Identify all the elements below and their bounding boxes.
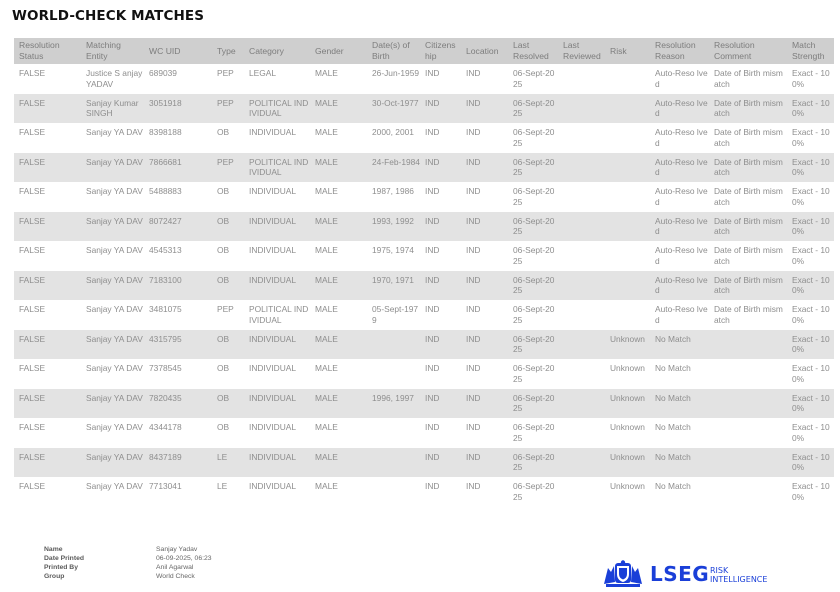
cell-citizenship: IND [425,186,440,196]
cell-resolution-comment [709,477,787,507]
cell-last-reviewed [558,271,605,301]
cell-category: INDIVIDUAL [244,448,310,478]
cell-last-resolved: 06-Sept-2025 [508,271,558,301]
cell-resolution-reason: No Match [650,389,709,419]
cell-resolution-status: FALSE [14,94,81,124]
cell-resolution-reason: No Match [655,422,691,432]
cell-gender: MALE [315,68,338,78]
cell-location: IND [466,422,481,432]
cell-citizenship: IND [420,153,461,183]
page-title: WORLD-CHECK MATCHES [12,8,205,24]
cell-resolution-comment [709,359,787,389]
table-row[interactable] [14,389,834,419]
cell-location: IND [466,68,481,78]
cell-gender: MALE [315,186,338,196]
cell-gender: MALE [310,448,367,478]
cell-matching-entity: Sanjay YA DAV [81,448,144,478]
cell-gender: MALE [310,94,367,124]
cell-resolution-comment [709,418,787,448]
cell-match-strength: Exact - 100% [792,422,830,443]
cell-gender: MALE [315,304,338,314]
cell-last-resolved: 06-Sept-2025 [513,422,555,443]
cell-gender: MALE [315,245,338,255]
cell-risk [605,94,650,124]
cell-last-reviewed [558,153,605,183]
cell-location: IND [466,363,481,373]
cell-risk: Unknown [610,422,645,432]
cell-resolution-status: FALSE [14,448,81,478]
cell-resolution-status: FALSE [14,271,81,301]
cell-citizenship: IND [420,389,461,419]
cell-category: INDIVIDUAL [249,363,297,373]
cell-wc-uid: 7183100 [144,271,212,301]
cell-resolution-comment [709,389,787,419]
table-row[interactable] [14,241,834,271]
cell-last-resolved: 06-Sept-2025 [508,212,558,242]
cell-resolution-reason: Auto-Reso lved [650,94,709,124]
cell-last-reviewed [558,182,605,212]
cell-wc-uid: 7713041 [149,481,182,491]
cell-match-strength: Exact - 100% [787,153,834,183]
cell-resolution-reason: No Match [655,481,691,491]
cell-type: OB [217,127,230,137]
cell-risk [605,212,650,242]
cell-wc-uid: 8437189 [144,448,212,478]
cell-last-resolved: 06-Sept-2025 [513,363,555,384]
cell-wc-uid: 5488883 [149,186,182,196]
cell-risk: Unknown [610,363,645,373]
cell-match-strength: Exact - 100% [787,330,834,360]
cell-citizenship: IND [425,422,440,432]
cell-last-resolved: 06-Sept-2025 [508,153,558,183]
col-header-resolution-reason[interactable]: Resolution Reason [650,38,709,64]
cell-matching-entity: Sanjay YA DAV [86,304,143,314]
cell-dob [367,330,420,360]
cell-last-reviewed [558,94,605,124]
table-header-row [14,38,834,64]
cell-location: IND [466,304,481,314]
cell-category: POLITICAL INDIVIDUAL [244,94,310,124]
cell-resolution-reason: Auto-Reso lved [650,153,709,183]
cell-gender: MALE [310,153,367,183]
cell-citizenship: IND [420,448,461,478]
cell-last-resolved: 06-Sept-2025 [513,127,555,148]
cell-wc-uid: 3051918 [144,94,212,124]
col-header-last-resolved[interactable]: Last Resolved [508,38,558,64]
table-row[interactable] [14,64,834,94]
cell-risk [605,300,650,330]
cell-risk [605,64,650,94]
cell-matching-entity: Sanjay YA DAV [81,389,144,419]
cell-match-strength: Exact - 100% [792,304,830,325]
cell-last-resolved: 06-Sept-2025 [513,245,555,266]
cell-dob: 1975, 1974 [372,245,414,255]
cell-resolution-status: FALSE [19,186,46,196]
cell-type: LE [212,448,244,478]
cell-last-reviewed [558,330,605,360]
cell-type: OB [217,422,230,432]
cell-resolution-comment: Date of Birth mismatch [714,304,783,325]
cell-resolution-comment: Date of Birth mismatch [714,186,783,207]
cell-category: INDIVIDUAL [249,127,297,137]
cell-match-strength: Exact - 100% [792,481,830,502]
cell-match-strength: Exact - 100% [787,94,834,124]
cell-category: POLITICAL INDIVIDUAL [249,304,309,325]
cell-location: IND [461,448,508,478]
date-printed-value: 06-09-2025, 06:23 [156,555,212,562]
cell-matching-entity: Sanjay Kumar SINGH [81,94,144,124]
table-row[interactable] [14,153,834,183]
cell-match-strength: Exact - 100% [792,363,830,384]
cell-last-resolved: 06-Sept-2025 [508,448,558,478]
cell-resolution-comment [709,448,787,478]
cell-matching-entity: Sanjay YA DAV [86,481,143,491]
cell-wc-uid: 7866681 [144,153,212,183]
cell-category: INDIVIDUAL [244,389,310,419]
cell-last-resolved: 06-Sept-2025 [508,330,558,360]
cell-dob: 1970, 1971 [367,271,420,301]
cell-risk [605,182,650,212]
cell-last-reviewed [558,418,605,448]
cell-type: PEP [217,304,234,314]
cell-location: IND [461,212,508,242]
cell-type: OB [212,330,244,360]
cell-citizenship: IND [425,304,440,314]
world-check-matches-table [14,38,834,507]
cell-match-strength: Exact - 100% [787,448,834,478]
cell-risk: Unknown [605,389,650,419]
cell-resolution-status: FALSE [14,330,81,360]
brand-subtitle-line1: RISK [710,566,729,575]
col-header-resolution-comment[interactable]: Resolution Comment [709,38,787,64]
cell-resolution-status: FALSE [19,304,46,314]
name-value: Sanjay Yadav [156,546,198,553]
cell-gender: MALE [315,481,338,491]
cell-wc-uid: 8072427 [144,212,212,242]
cell-resolution-comment: Date of Birth mismatch [709,94,787,124]
cell-match-strength: Exact - 100% [787,271,834,301]
cell-last-reviewed [558,448,605,478]
cell-type: OB [212,389,244,419]
cell-resolution-reason: Auto-Reso lved [655,245,708,266]
cell-dob [367,418,420,448]
cell-risk: Unknown [610,481,645,491]
cell-citizenship: IND [420,271,461,301]
cell-category: INDIVIDUAL [249,245,297,255]
cell-match-strength: Exact - 100% [787,212,834,242]
cell-dob: 05-Sept-1979 [372,304,419,325]
col-header-last-reviewed[interactable]: Last Reviewed [558,38,605,64]
col-header-matching-entity[interactable]: Matching Entity [81,38,144,64]
cell-matching-entity: Sanjay YA DAV [86,186,143,196]
cell-type: PEP [212,153,244,183]
cell-last-resolved: 06-Sept-2025 [508,94,558,124]
cell-last-reviewed [558,212,605,242]
table-row[interactable] [14,182,834,212]
cell-resolution-reason: Auto-Reso lved [650,271,709,301]
cell-location: IND [461,271,508,301]
cell-gender: MALE [315,363,338,373]
cell-wc-uid: 689039 [149,68,177,78]
cell-gender: MALE [315,422,338,432]
cell-category: INDIVIDUAL [249,481,297,491]
cell-citizenship: IND [420,330,461,360]
cell-category: INDIVIDUAL [244,330,310,360]
cell-resolution-comment [709,330,787,360]
cell-resolution-status: FALSE [14,389,81,419]
cell-last-resolved: 06-Sept-2025 [513,304,555,325]
col-header-category[interactable]: Category [244,38,310,64]
cell-citizenship: IND [425,481,440,491]
cell-dob: 1987, 1986 [372,186,414,196]
cell-citizenship: IND [420,212,461,242]
cell-dob: 1996, 1997 [367,389,420,419]
cell-match-strength: Exact - 100% [792,245,830,266]
cell-category: INDIVIDUAL [244,212,310,242]
cell-resolution-reason: Auto-Reso lved [650,212,709,242]
cell-last-reviewed [558,389,605,419]
cell-risk: Unknown [605,448,650,478]
cell-dob [367,448,420,478]
cell-wc-uid: 7820435 [144,389,212,419]
cell-resolution-reason: Auto-Reso lved [655,186,708,207]
cell-last-resolved: 06-Sept-2025 [508,389,558,419]
cell-wc-uid: 3481075 [149,304,182,314]
col-header-type[interactable]: Type [212,38,244,64]
cell-location: IND [461,330,508,360]
cell-resolution-comment: Date of Birth mismatch [709,271,787,301]
cell-resolution-status: FALSE [19,127,46,137]
cell-type: PEP [217,68,234,78]
cell-last-reviewed [558,241,605,271]
col-header-citizenship[interactable]: Citizens hip [420,38,461,64]
cell-risk [605,271,650,301]
col-header-gender[interactable]: Gender [310,38,367,64]
cell-type: OB [212,271,244,301]
cell-wc-uid: 8398188 [149,127,182,137]
cell-match-strength: Exact - 100% [792,186,830,207]
cell-type: OB [217,186,230,196]
cell-location: IND [461,94,508,124]
col-header-dob[interactable]: Date(s) of Birth [367,38,420,64]
group-label: Group [44,573,65,580]
cell-resolution-reason: No Match [655,363,691,373]
cell-last-resolved: 06-Sept-2025 [513,481,555,502]
cell-category: POLITICAL INDIVIDUAL [244,153,310,183]
cell-resolution-reason: Auto-Reso lved [655,127,708,148]
cell-matching-entity: Sanjay YA DAV [86,422,143,432]
cell-resolution-reason: Auto-Reso lved [655,68,708,89]
cell-resolution-status: FALSE [14,212,81,242]
cell-wc-uid: 4315795 [144,330,212,360]
cell-dob: 30-Oct-1977 [367,94,420,124]
cell-citizenship: IND [425,127,440,137]
printed-by-label: Printed By [44,564,78,571]
cell-matching-entity: Sanjay YA DAV [81,153,144,183]
brand-subtitle-line2: INTELLIGENCE [710,575,768,584]
table-row[interactable] [14,271,834,301]
cell-location: IND [466,186,481,196]
cell-matching-entity: Sanjay YA DAV [81,330,144,360]
cell-last-resolved: 06-Sept-2025 [513,68,555,89]
cell-resolution-comment: Date of Birth mismatch [714,127,783,148]
brand-subtitle [710,566,790,584]
table-row[interactable] [14,330,834,360]
brand-name: LSEG [650,562,710,586]
printed-by-value: Anil Agarwal [156,564,194,571]
cell-gender: MALE [310,271,367,301]
cell-dob [367,359,420,389]
cell-matching-entity: Sanjay YA DAV [86,127,143,137]
cell-last-reviewed [558,477,605,507]
cell-resolution-status: FALSE [19,422,46,432]
table-row[interactable] [14,212,834,242]
cell-resolution-status: FALSE [19,245,46,255]
cell-risk [605,123,650,153]
cell-last-reviewed [558,64,605,94]
table-row[interactable] [14,123,834,153]
cell-category: LEGAL [249,68,277,78]
crest-icon [602,560,644,588]
col-header-risk[interactable]: Risk [605,38,650,64]
cell-type: OB [217,245,230,255]
cell-match-strength: Exact - 100% [792,68,830,89]
table-row[interactable] [14,448,834,478]
cell-last-reviewed [558,123,605,153]
cell-wc-uid: 4545313 [149,245,182,255]
cell-citizenship: IND [425,363,440,373]
cell-resolution-reason: Auto-Reso lved [655,304,708,325]
table-row[interactable] [14,418,834,448]
cell-category: INDIVIDUAL [244,271,310,301]
cell-resolution-status: FALSE [19,363,46,373]
cell-risk [605,153,650,183]
cell-matching-entity: Justice S anjay YADAV [86,68,143,89]
cell-gender: MALE [310,389,367,419]
table-row[interactable] [14,477,834,507]
cell-resolution-status: FALSE [19,68,46,78]
cell-last-resolved: 06-Sept-2025 [513,186,555,207]
cell-risk: Unknown [605,330,650,360]
cell-dob: 24-Feb-1984 [367,153,420,183]
cell-citizenship: IND [425,68,440,78]
table-row[interactable] [14,359,834,389]
col-header-location[interactable]: Location [461,38,508,64]
cell-type: LE [217,481,228,491]
cell-citizenship: IND [420,94,461,124]
group-value: World Check [156,573,195,580]
cell-matching-entity: Sanjay YA DAV [81,271,144,301]
cell-resolution-comment: Date of Birth mismatch [714,68,783,89]
cell-matching-entity: Sanjay YA DAV [86,245,143,255]
cell-dob: 26-Jun-1959 [372,68,420,78]
cell-resolution-status: FALSE [19,481,46,491]
cell-match-strength: Exact - 100% [787,389,834,419]
cell-match-strength: Exact - 100% [792,127,830,148]
table-row[interactable] [14,300,834,330]
cell-resolution-comment: Date of Birth mismatch [709,212,787,242]
cell-resolution-reason: No Match [650,448,709,478]
cell-location: IND [461,389,508,419]
cell-location: IND [466,481,481,491]
cell-category: INDIVIDUAL [249,422,297,432]
cell-matching-entity: Sanjay YA DAV [81,212,144,242]
cell-risk [605,241,650,271]
cell-matching-entity: Sanjay YA DAV [86,363,143,373]
col-header-wc-uid[interactable]: WC UID [144,38,212,64]
cell-gender: MALE [315,127,338,137]
cell-resolution-comment: Date of Birth mismatch [714,245,783,266]
cell-last-reviewed [558,359,605,389]
cell-dob: 2000, 2001 [372,127,414,137]
cell-resolution-comment: Date of Birth mismatch [709,153,787,183]
cell-resolution-status: FALSE [14,153,81,183]
table-row[interactable] [14,94,834,124]
cell-location: IND [466,245,481,255]
name-label: Name [44,546,63,553]
col-header-resolution-status[interactable]: Resolution Status [14,38,81,64]
cell-resolution-reason: No Match [650,330,709,360]
cell-dob: 1993, 1992 [367,212,420,242]
cell-gender: MALE [310,330,367,360]
date-printed-label: Date Printed [44,555,85,562]
cell-type: OB [212,212,244,242]
cell-wc-uid: 4344178 [149,422,182,432]
cell-location: IND [466,127,481,137]
cell-last-reviewed [558,300,605,330]
cell-wc-uid: 7378545 [149,363,182,373]
cell-type: OB [217,363,230,373]
cell-gender: MALE [310,212,367,242]
lseg-logo [602,560,782,590]
cell-dob [367,477,420,507]
cell-citizenship: IND [425,245,440,255]
col-header-match-strength[interactable]: Match Strength [787,38,834,64]
cell-category: INDIVIDUAL [249,186,297,196]
cell-type: PEP [212,94,244,124]
cell-location: IND [461,153,508,183]
